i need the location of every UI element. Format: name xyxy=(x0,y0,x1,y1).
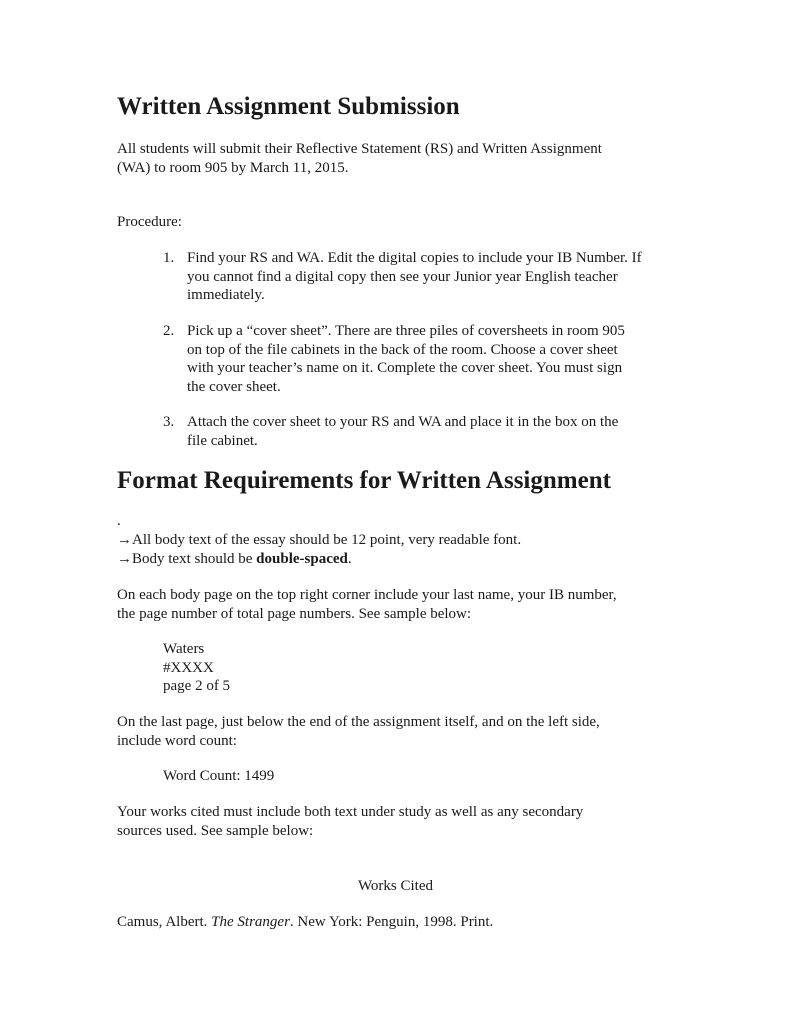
instruction-line: On each body page on the top right corner include your last name, your IB number, xyxy=(117,587,617,603)
intro-paragraph xyxy=(117,140,677,177)
step-line: Pick up a “cover sheet”. There are three piles of coversheets in room 905 xyxy=(187,323,625,339)
step-line: file cabinet. xyxy=(187,432,258,449)
step-text xyxy=(187,322,687,396)
citation-entry xyxy=(117,913,677,932)
cited-instructions xyxy=(117,803,677,840)
title-format-requirements: Format Requirements for Written Assignment xyxy=(117,467,611,494)
intro-line-1: All students will submit their Reflective Statement (RS) and Written Assignment xyxy=(117,141,602,157)
step-number: 2. xyxy=(163,323,175,339)
instruction-line: On the last page, just below the end of the assignment itself, and on the left side, xyxy=(117,714,600,730)
bullet-font-size xyxy=(117,531,677,550)
instruction-line: include word count: xyxy=(117,732,237,749)
bullet-text: Body text should be xyxy=(132,550,257,567)
instruction-line: the page number of total page numbers. See sample below: xyxy=(117,605,472,622)
step-number: 1. xyxy=(163,250,175,266)
bullet-bold-text: double-spaced xyxy=(256,550,348,567)
intro-line-2: (WA) to room 905 by March 11, 2015. xyxy=(117,159,349,176)
works-cited-heading: Works Cited xyxy=(357,878,434,894)
step-text xyxy=(187,249,687,305)
step-line: the cover sheet. xyxy=(187,378,281,395)
sample-ib-number: #XXXX xyxy=(163,659,214,676)
wordcount-instructions xyxy=(117,713,677,750)
wordcount-sample: Word Count: 1499 xyxy=(163,768,275,784)
sample-header xyxy=(163,640,230,696)
step-line: you cannot find a digital copy then see your Junior year English teacher xyxy=(187,268,618,285)
instruction-line: Your works cited must include both text under study as well as any secondary xyxy=(117,804,584,820)
step-line: immediately. xyxy=(187,287,265,303)
arrow-icon: → xyxy=(117,550,132,567)
citation-title: The Stranger xyxy=(211,914,290,930)
step-text xyxy=(187,413,687,450)
step-line: with your teacher’s name on it. Complete the cover sheet. You must sign xyxy=(187,360,623,376)
citation-publication: . New York: Penguin, 1998. Print. xyxy=(289,914,494,930)
sample-page-number: page 2 of 5 xyxy=(163,678,231,694)
step-line: Attach the cover sheet to your RS and WA and place it in the box on the xyxy=(187,414,619,430)
arrow-icon: → xyxy=(117,532,132,548)
bullet-double-spaced xyxy=(117,550,677,569)
header-instructions xyxy=(117,586,677,623)
bullet-text: . xyxy=(347,550,352,567)
bullet-text: All body text of the essay should be 12 point, very readable font. xyxy=(132,532,522,548)
step-line: Find your RS and WA. Edit the digital copies to include your IB Number. If xyxy=(187,250,642,266)
step-line: on top of the file cabinets in the back of the room. Choose a cover sheet xyxy=(187,341,618,358)
stray-dot: . xyxy=(117,513,121,529)
sample-name: Waters xyxy=(163,641,205,657)
procedure-label: Procedure: xyxy=(117,214,182,230)
instruction-line: sources used. See sample below: xyxy=(117,822,314,839)
bullet-list xyxy=(117,531,677,568)
citation-author: Camus, Albert. xyxy=(117,914,212,930)
title-submission: Written Assignment Submission xyxy=(117,93,460,120)
step-number: 3. xyxy=(163,414,175,430)
